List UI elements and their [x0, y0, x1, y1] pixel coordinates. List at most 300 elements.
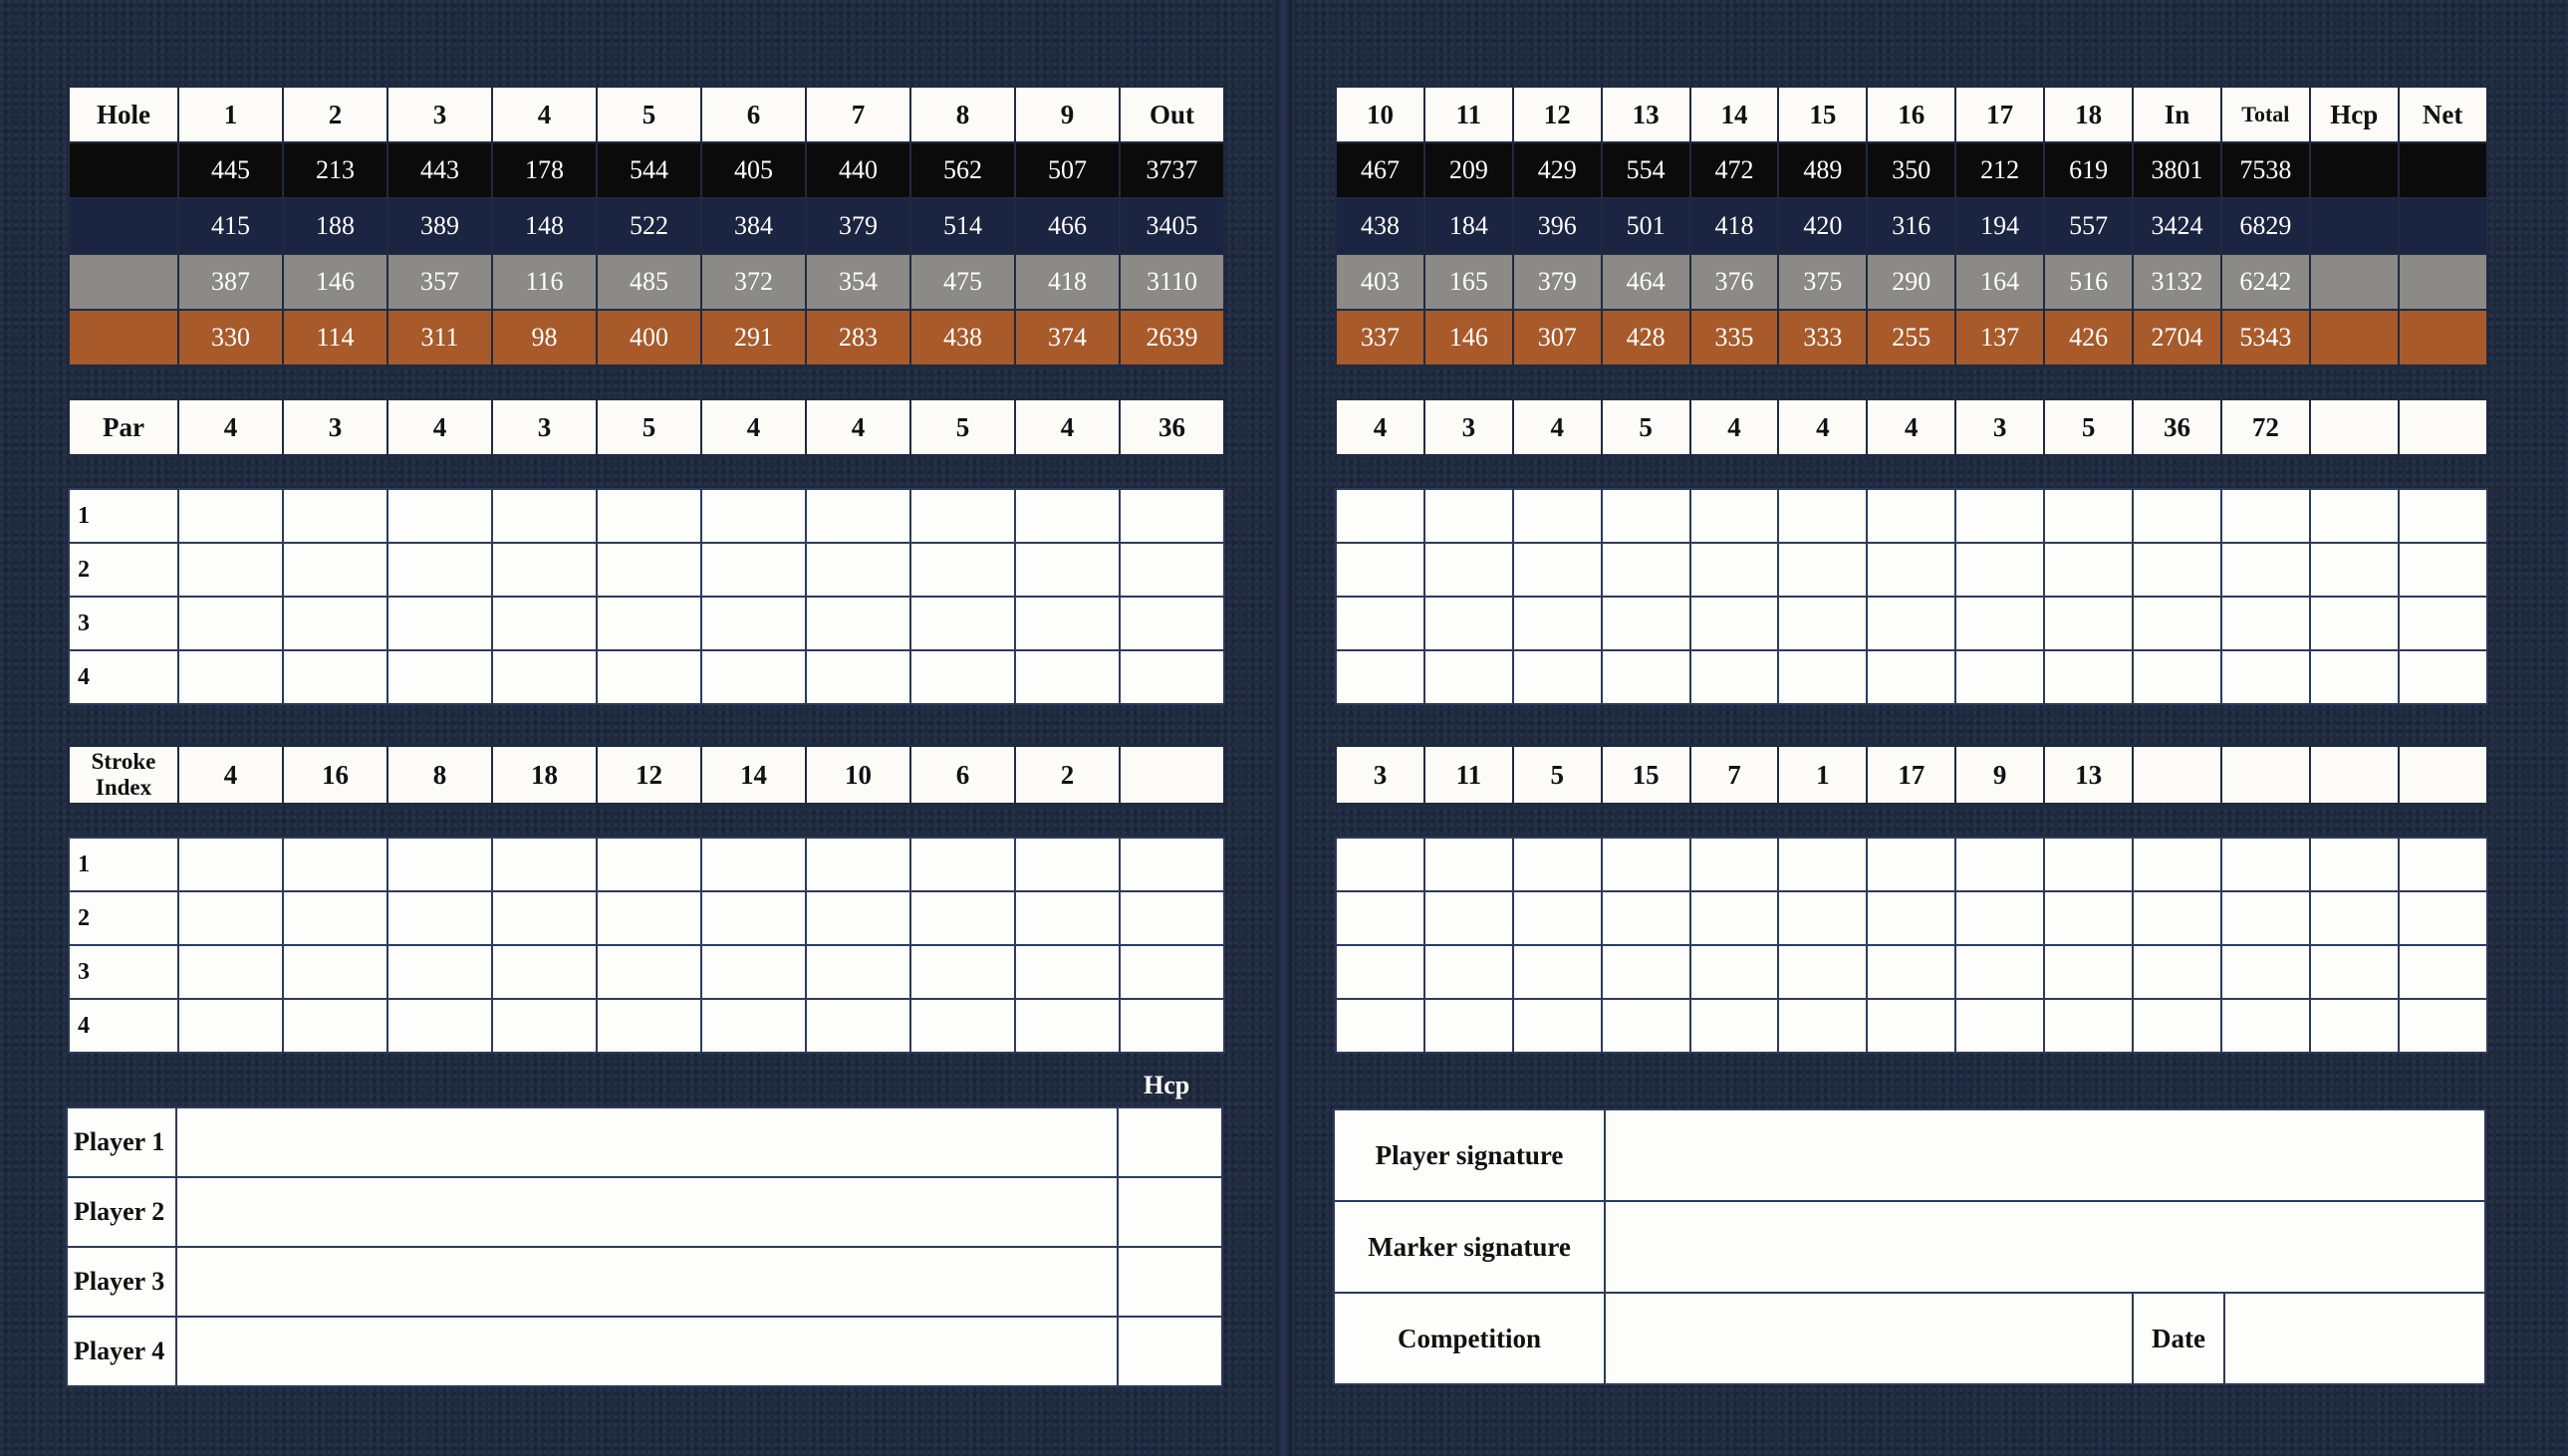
spacer — [69, 455, 1224, 489]
score-input-cell[interactable] — [1602, 945, 1690, 999]
score-input-cell[interactable] — [1015, 999, 1120, 1053]
score-input-cell[interactable] — [178, 838, 283, 891]
par-cell: 4 — [387, 399, 492, 455]
score-input-cell[interactable] — [178, 543, 283, 597]
score-input-cell[interactable] — [597, 999, 701, 1053]
player-row — [67, 1107, 1222, 1177]
score-input-cell[interactable] — [2310, 945, 2399, 999]
score-input-cell[interactable] — [910, 945, 1015, 999]
score-input-cell[interactable] — [1336, 945, 1424, 999]
stroke-index-cell: 13 — [2044, 746, 2133, 804]
hole-number: 1 — [178, 87, 283, 142]
yardage-cell: 387 — [178, 254, 283, 310]
score-input-cell[interactable] — [283, 891, 387, 945]
yardage-cell: 290 — [1867, 254, 1955, 310]
player-signature-field[interactable] — [1605, 1109, 2485, 1201]
stroke-index-cell — [2399, 746, 2487, 804]
score-input-cell[interactable] — [2133, 999, 2221, 1053]
score-input-cell[interactable] — [2310, 597, 2399, 650]
score-input-cell[interactable] — [2221, 945, 2310, 999]
back-par-row — [1336, 399, 2487, 455]
player-hcp-field[interactable] — [1118, 1317, 1222, 1386]
par-cell: 5 — [2044, 399, 2133, 455]
spacer — [1336, 804, 2487, 838]
score-input-cell[interactable] — [806, 489, 910, 543]
score-input-cell[interactable] — [1336, 543, 1424, 597]
par-cell: 3 — [1955, 399, 2044, 455]
score-input-cell[interactable] — [1778, 891, 1867, 945]
score-input-cell[interactable] — [597, 597, 701, 650]
par-cell: 4 — [806, 399, 910, 455]
score-input-cell[interactable] — [1513, 891, 1602, 945]
front-nine-table — [68, 86, 1225, 1054]
stroke-index-cell: 6 — [910, 746, 1015, 804]
score-input-cell[interactable] — [387, 945, 492, 999]
player-signature-label: Player signature — [1334, 1109, 1605, 1201]
score-input-cell[interactable] — [910, 891, 1015, 945]
front-par-row — [69, 399, 1224, 455]
score-input-cell[interactable] — [910, 650, 1015, 704]
player-hcp-field[interactable] — [1118, 1177, 1222, 1247]
yardage-cell: 146 — [283, 254, 387, 310]
score-input-cell[interactable] — [492, 838, 597, 891]
back-upper-score-row — [1336, 489, 2487, 543]
score-input-cell[interactable] — [2399, 891, 2487, 945]
player-name-field[interactable] — [176, 1247, 1118, 1317]
score-input-cell[interactable] — [1424, 891, 1513, 945]
yardage-cell: 426 — [2044, 310, 2133, 365]
score-input-cell[interactable] — [387, 489, 492, 543]
back-nine-table — [1335, 86, 2488, 1054]
player-signature-row — [1334, 1109, 2485, 1201]
yardage-cell — [2399, 198, 2487, 254]
score-input-cell[interactable] — [701, 945, 806, 999]
yardage-cell: 354 — [806, 254, 910, 310]
score-input-cell[interactable] — [1015, 838, 1120, 891]
score-input-cell[interactable] — [283, 543, 387, 597]
score-input-cell[interactable] — [2221, 489, 2310, 543]
tee-row-white — [69, 254, 1224, 310]
yardage-cell: 379 — [806, 198, 910, 254]
tee-color-swatch — [69, 198, 178, 254]
score-input-cell[interactable] — [2399, 838, 2487, 891]
score-input-cell[interactable] — [2399, 999, 2487, 1053]
score-input-cell[interactable] — [492, 891, 597, 945]
stroke-index-cell: 2 — [1015, 746, 1120, 804]
yardage-cell: 337 — [1336, 310, 1424, 365]
player-name-field[interactable] — [176, 1177, 1118, 1247]
score-input-cell[interactable] — [387, 543, 492, 597]
score-input-cell[interactable] — [1424, 597, 1513, 650]
score-row-number: 1 — [69, 489, 178, 543]
yardage-cell: 5343 — [2221, 310, 2310, 365]
score-input-cell[interactable] — [1867, 838, 1955, 891]
score-input-cell[interactable] — [1867, 543, 1955, 597]
score-input-cell[interactable] — [806, 945, 910, 999]
score-input-cell[interactable] — [1867, 650, 1955, 704]
score-input-cell[interactable] — [2133, 945, 2221, 999]
score-input-cell[interactable] — [1015, 891, 1120, 945]
score-input-cell[interactable] — [2221, 650, 2310, 704]
yardage-cell: 403 — [1336, 254, 1424, 310]
score-input-cell[interactable] — [2221, 999, 2310, 1053]
score-input-cell[interactable] — [2310, 999, 2399, 1053]
score-input-cell[interactable] — [806, 838, 910, 891]
marker-signature-label: Marker signature — [1334, 1201, 1605, 1293]
score-input-cell[interactable] — [178, 489, 283, 543]
score-input-cell[interactable] — [2044, 999, 2133, 1053]
spacer — [1336, 455, 2487, 489]
score-input-cell[interactable] — [1690, 650, 1779, 704]
score-input-cell[interactable] — [2044, 597, 2133, 650]
score-input-cell[interactable] — [2044, 489, 2133, 543]
score-input-cell[interactable] — [597, 838, 701, 891]
par-cell: 4 — [1867, 399, 1955, 455]
front-lower-score-row — [69, 945, 1224, 999]
yardage-cell: 3801 — [2133, 142, 2221, 198]
score-input-cell[interactable] — [1602, 489, 1690, 543]
score-input-cell[interactable] — [387, 650, 492, 704]
score-input-cell[interactable] — [283, 999, 387, 1053]
score-input-cell[interactable] — [1602, 650, 1690, 704]
yardage-cell: 619 — [2044, 142, 2133, 198]
score-input-cell[interactable] — [701, 650, 806, 704]
score-input-cell[interactable] — [1120, 999, 1224, 1053]
score-input-cell[interactable] — [701, 489, 806, 543]
score-input-cell[interactable] — [2044, 945, 2133, 999]
score-input-cell[interactable] — [1690, 999, 1779, 1053]
score-input-cell[interactable] — [2310, 891, 2399, 945]
score-input-cell[interactable] — [1690, 945, 1779, 999]
score-input-cell[interactable] — [1120, 543, 1224, 597]
score-input-cell[interactable] — [2310, 543, 2399, 597]
yardage-cell: 562 — [910, 142, 1015, 198]
yardage-cell: 557 — [2044, 198, 2133, 254]
score-input-cell[interactable] — [701, 999, 806, 1053]
score-input-cell[interactable] — [1424, 489, 1513, 543]
score-input-cell[interactable] — [1120, 945, 1224, 999]
score-input-cell[interactable] — [1015, 489, 1120, 543]
yardage-cell: 554 — [1602, 142, 1690, 198]
marker-signature-row — [1334, 1201, 2485, 1293]
hole-number: Net — [2399, 87, 2487, 142]
score-input-cell[interactable] — [1778, 597, 1867, 650]
score-input-cell[interactable] — [1955, 945, 2044, 999]
score-input-cell[interactable] — [1690, 543, 1779, 597]
score-input-cell[interactable] — [1690, 838, 1779, 891]
yardage-cell: 307 — [1513, 310, 1602, 365]
score-input-cell[interactable] — [2133, 838, 2221, 891]
score-input-cell[interactable] — [1513, 945, 1602, 999]
yardage-cell: 418 — [1690, 198, 1779, 254]
score-input-cell[interactable] — [387, 891, 492, 945]
score-input-cell[interactable] — [2399, 945, 2487, 999]
score-input-cell[interactable] — [178, 999, 283, 1053]
tee-row-blue — [69, 198, 1224, 254]
score-input-cell[interactable] — [283, 597, 387, 650]
score-input-cell[interactable] — [1513, 543, 1602, 597]
score-input-cell[interactable] — [1015, 597, 1120, 650]
player-hcp-field[interactable] — [1118, 1107, 1222, 1177]
score-input-cell[interactable] — [1513, 999, 1602, 1053]
score-input-cell[interactable] — [1778, 489, 1867, 543]
score-input-cell[interactable] — [1120, 650, 1224, 704]
score-input-cell[interactable] — [1336, 999, 1424, 1053]
tee-color-swatch — [69, 310, 178, 365]
score-input-cell[interactable] — [1867, 597, 1955, 650]
score-input-cell[interactable] — [2221, 838, 2310, 891]
yardage-cell: 114 — [283, 310, 387, 365]
yardage-cell: 507 — [1015, 142, 1120, 198]
score-input-cell[interactable] — [2221, 597, 2310, 650]
score-input-cell[interactable] — [1424, 838, 1513, 891]
score-input-cell[interactable] — [178, 891, 283, 945]
hole-number: 12 — [1513, 87, 1602, 142]
score-input-cell[interactable] — [1867, 489, 1955, 543]
hole-number: Hcp — [2310, 87, 2399, 142]
score-input-cell[interactable] — [2310, 489, 2399, 543]
score-input-cell[interactable] — [597, 945, 701, 999]
tee-row-red — [1336, 310, 2487, 365]
score-input-cell[interactable] — [1955, 891, 2044, 945]
tee-row-black — [1336, 142, 2487, 198]
score-input-cell[interactable] — [492, 945, 597, 999]
score-input-cell[interactable] — [2133, 543, 2221, 597]
player-label: Player 4 — [67, 1317, 176, 1386]
spacer — [1336, 704, 2487, 746]
spacer — [1336, 365, 2487, 399]
score-input-cell[interactable] — [1778, 945, 1867, 999]
score-input-cell[interactable] — [1424, 543, 1513, 597]
yardage-cell: 6242 — [2221, 254, 2310, 310]
yardage-cell: 194 — [1955, 198, 2044, 254]
score-input-cell[interactable] — [2399, 597, 2487, 650]
score-row-number: 2 — [69, 891, 178, 945]
score-input-cell[interactable] — [1120, 489, 1224, 543]
score-input-cell[interactable] — [387, 597, 492, 650]
player-hcp-field[interactable] — [1118, 1247, 1222, 1317]
stroke-index-cell: 1 — [1778, 746, 1867, 804]
score-input-cell[interactable] — [283, 945, 387, 999]
score-input-cell[interactable] — [283, 838, 387, 891]
score-input-cell[interactable] — [2044, 891, 2133, 945]
date-field[interactable] — [2224, 1293, 2485, 1384]
score-input-cell[interactable] — [910, 597, 1015, 650]
stroke-index-cell: 9 — [1955, 746, 2044, 804]
tee-row-blue — [1336, 198, 2487, 254]
score-input-cell[interactable] — [2133, 650, 2221, 704]
score-input-cell[interactable] — [1336, 838, 1424, 891]
yardage-cell: 3110 — [1120, 254, 1224, 310]
back-header-row — [1336, 87, 2487, 142]
stroke-index-cell: 5 — [1513, 746, 1602, 804]
score-input-cell[interactable] — [2310, 838, 2399, 891]
score-input-cell[interactable] — [492, 543, 597, 597]
stroke-index-cell: 3 — [1336, 746, 1424, 804]
hole-number: 9 — [1015, 87, 1120, 142]
competition-field[interactable] — [1605, 1293, 2133, 1384]
score-input-cell[interactable] — [1336, 597, 1424, 650]
score-row-number: 3 — [69, 597, 178, 650]
score-input-cell[interactable] — [2399, 489, 2487, 543]
score-input-cell[interactable] — [701, 543, 806, 597]
yardage-cell: 178 — [492, 142, 597, 198]
score-input-cell[interactable] — [1955, 650, 2044, 704]
score-input-cell[interactable] — [1513, 597, 1602, 650]
stroke-index-cell: 11 — [1424, 746, 1513, 804]
score-input-cell[interactable] — [492, 489, 597, 543]
hole-number: 11 — [1424, 87, 1513, 142]
tee-color-swatch — [69, 254, 178, 310]
marker-signature-field[interactable] — [1605, 1201, 2485, 1293]
score-input-cell[interactable] — [1955, 838, 2044, 891]
score-input-cell[interactable] — [1424, 945, 1513, 999]
score-input-cell[interactable] — [1955, 543, 2044, 597]
player-row — [67, 1247, 1222, 1317]
score-input-cell[interactable] — [1424, 999, 1513, 1053]
yardage-cell: 165 — [1424, 254, 1513, 310]
score-input-cell[interactable] — [1955, 999, 2044, 1053]
score-input-cell[interactable] — [597, 543, 701, 597]
score-input-cell[interactable] — [1778, 543, 1867, 597]
score-input-cell[interactable] — [701, 838, 806, 891]
score-input-cell[interactable] — [1015, 543, 1120, 597]
score-input-cell[interactable] — [1015, 650, 1120, 704]
score-input-cell[interactable] — [1602, 838, 1690, 891]
score-row-number: 2 — [69, 543, 178, 597]
hole-number: In — [2133, 87, 2221, 142]
score-input-cell[interactable] — [1424, 650, 1513, 704]
score-input-cell[interactable] — [1867, 945, 1955, 999]
score-input-cell[interactable] — [2310, 650, 2399, 704]
score-input-cell[interactable] — [1690, 489, 1779, 543]
yardage-cell — [2399, 254, 2487, 310]
score-input-cell[interactable] — [1778, 999, 1867, 1053]
score-input-cell[interactable] — [492, 597, 597, 650]
score-input-cell[interactable] — [1336, 489, 1424, 543]
score-input-cell[interactable] — [806, 650, 910, 704]
score-input-cell[interactable] — [701, 891, 806, 945]
tee-color-swatch — [69, 142, 178, 198]
player-name-field[interactable] — [176, 1107, 1118, 1177]
score-input-cell[interactable] — [1602, 543, 1690, 597]
yardage-cell: 501 — [1602, 198, 1690, 254]
spacer — [69, 704, 1224, 746]
score-input-cell[interactable] — [1120, 838, 1224, 891]
yardage-cell: 379 — [1513, 254, 1602, 310]
score-input-cell[interactable] — [910, 838, 1015, 891]
stroke-index-cell: 12 — [597, 746, 701, 804]
hole-number: 6 — [701, 87, 806, 142]
score-input-cell[interactable] — [806, 543, 910, 597]
score-input-cell[interactable] — [597, 650, 701, 704]
score-input-cell[interactable] — [283, 650, 387, 704]
yardage-cell: 357 — [387, 254, 492, 310]
score-input-cell[interactable] — [910, 543, 1015, 597]
score-input-cell[interactable] — [597, 489, 701, 543]
score-input-cell[interactable] — [806, 999, 910, 1053]
hole-number: 8 — [910, 87, 1015, 142]
score-input-cell[interactable] — [1778, 838, 1867, 891]
score-input-cell[interactable] — [1867, 999, 1955, 1053]
score-input-cell[interactable] — [2133, 597, 2221, 650]
hole-number: Out — [1120, 87, 1224, 142]
score-input-cell[interactable] — [1955, 597, 2044, 650]
score-input-cell[interactable] — [387, 838, 492, 891]
score-input-cell[interactable] — [283, 489, 387, 543]
hole-number: 7 — [806, 87, 910, 142]
score-input-cell[interactable] — [2044, 838, 2133, 891]
yardage-cell: 464 — [1602, 254, 1690, 310]
yardage-cell: 514 — [910, 198, 1015, 254]
score-input-cell[interactable] — [1602, 999, 1690, 1053]
score-input-cell[interactable] — [806, 891, 910, 945]
score-row-number: 1 — [69, 838, 178, 891]
score-input-cell[interactable] — [1778, 650, 1867, 704]
score-input-cell[interactable] — [2399, 543, 2487, 597]
score-input-cell[interactable] — [1690, 891, 1779, 945]
score-input-cell[interactable] — [2133, 891, 2221, 945]
score-input-cell[interactable] — [178, 945, 283, 999]
score-input-cell[interactable] — [1602, 891, 1690, 945]
score-input-cell[interactable] — [1955, 489, 2044, 543]
score-input-cell[interactable] — [1336, 650, 1424, 704]
score-input-cell[interactable] — [178, 650, 283, 704]
score-input-cell[interactable] — [1120, 597, 1224, 650]
player-name-field[interactable] — [176, 1317, 1118, 1386]
yardage-cell: 485 — [597, 254, 701, 310]
yardage-cell: 148 — [492, 198, 597, 254]
score-input-cell[interactable] — [1602, 597, 1690, 650]
score-input-cell[interactable] — [1513, 489, 1602, 543]
score-input-cell[interactable] — [1513, 650, 1602, 704]
yardage-cell: 415 — [178, 198, 283, 254]
score-input-cell[interactable] — [1120, 891, 1224, 945]
signatures-table — [1333, 1108, 2486, 1385]
score-input-cell[interactable] — [178, 597, 283, 650]
players-hcp-header: Hcp — [1144, 1071, 1190, 1099]
score-input-cell[interactable] — [1336, 891, 1424, 945]
yardage-cell: 212 — [1955, 142, 2044, 198]
score-input-cell[interactable] — [2221, 543, 2310, 597]
score-input-cell[interactable] — [1690, 597, 1779, 650]
score-input-cell[interactable] — [1867, 891, 1955, 945]
score-input-cell[interactable] — [806, 597, 910, 650]
hole-number: 18 — [2044, 87, 2133, 142]
score-input-cell[interactable] — [2044, 543, 2133, 597]
score-input-cell[interactable] — [2044, 650, 2133, 704]
score-input-cell[interactable] — [387, 999, 492, 1053]
score-input-cell[interactable] — [1015, 945, 1120, 999]
score-input-cell[interactable] — [2221, 891, 2310, 945]
score-input-cell[interactable] — [492, 999, 597, 1053]
hole-number: 4 — [492, 87, 597, 142]
score-input-cell[interactable] — [597, 891, 701, 945]
score-input-cell[interactable] — [1513, 838, 1602, 891]
score-input-cell[interactable] — [910, 489, 1015, 543]
par-cell: 3 — [492, 399, 597, 455]
score-input-cell[interactable] — [2399, 650, 2487, 704]
score-input-cell[interactable] — [2133, 489, 2221, 543]
score-input-cell[interactable] — [701, 597, 806, 650]
score-input-cell[interactable] — [910, 999, 1015, 1053]
back-upper-score-row — [1336, 650, 2487, 704]
player-label: Player 1 — [67, 1107, 176, 1177]
score-input-cell[interactable] — [492, 650, 597, 704]
par-cell: 3 — [283, 399, 387, 455]
spacer — [69, 365, 1224, 399]
spacer — [69, 804, 1224, 838]
